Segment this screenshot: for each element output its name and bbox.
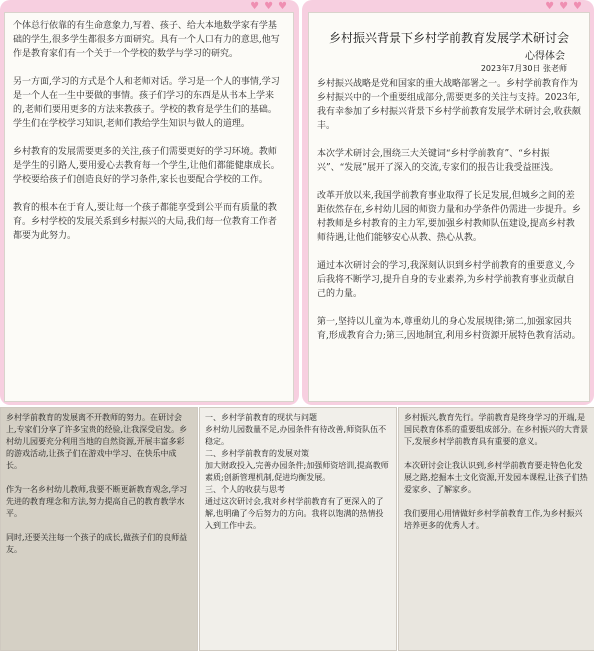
author-line: 2023年7月30日 张老师 — [480, 64, 567, 73]
heart-icon: ♥ — [250, 1, 260, 12]
bottom-photo-right — [398, 407, 594, 651]
heart-icon: ♥ — [559, 1, 569, 12]
handwritten-page-left — [4, 12, 294, 402]
handwritten-page-right — [308, 12, 590, 402]
handwritten-text: 乡村振兴,教育先行。学前教育是终身学习的开端,是国民教育体系的重要组成部分。在乡村振兴的大背景下,发展乡村学前教育具有重要的意义。 本次研讨会让我认识到,乡村学前教育要走特色化发展之路,挖掘本土文化资源,开发园本课程,让孩子们热爱家乡、了解家乡。 我们要用心用情做好乡村学前教育工作,为乡村振兴培养更多的优秀人才。 — [404, 413, 588, 530]
heart-icon: ♥ — [278, 1, 287, 12]
top-left-card — [0, 0, 299, 405]
top-right-card — [302, 0, 594, 405]
handwritten-text: 乡村学前教育的发展离不开教师的努力。在研讨会上,专家们分享了许多宝贵的经验,让我深受启发。乡村幼儿园要充分利用当地的自然资源,开展丰富多彩的游戏活动,让孩子们在游戏中学习、在快乐中成长。 作为一名乡村幼儿教师,我要不断更新教育观念,学习先进的教育理念和方法,努力提高自己的教育教学水平。 同时,还要关注每一个孩子的成长,做孩子们的良师益友。 — [6, 413, 188, 554]
heart-decoration — [250, 2, 287, 12]
handwritten-text: 乡村振兴战略是党和国家的重大战略部署之一。乡村学前教育作为乡村振兴中的一个重要组成部分,需要更多的关注与支持。2023年,我有幸参加了乡村振兴背景下乡村学前教育发展学术研讨会,收获颇丰。 本次学术研讨会,围绕三大关键词“乡村学前教育”、“乡村振兴”、“发展”展开了深入的交流,专家们的报告让我受益匪浅。 改革开放以来,我国学前教育事业取得了长足发展,但城乡之间的差距依然存在,乡村幼儿园的师资力量和办学条件仍需进一步提升。乡村教师是乡村教育的主力军,要加强乡村教师队伍建设,提高乡村教师待遇,让他们能够安心从教、热心从教。 通过本次研讨会的学习,我深刻认识到乡村学前教育的重要意义,今后我将不断学习,提升自身的专业素养,为乡村学前教育事业贡献自己的力量。 第一,坚持以儿童为本,尊重幼儿的身心发展规律;第二,加强家园共育,形成教育合力;第三,因地制宜,利用乡村资源开展特色教育活动。 — [317, 79, 581, 341]
handwritten-text: 一、乡村学前教育的现状与问题 乡村幼儿园数量不足,办园条件有待改善,师资队伍不稳定。 二、乡村学前教育的发展对策 加大财政投入,完善办园条件;加强师资培训,提高教师素质;创新管理机制,促进均衡发展。 三、个人的收获与思考 通过这次研讨会,我对乡村学前教育有了更深入的了解,也明确了今后努力的方向。我将以饱满的热情投入到工作中去。 — [205, 413, 389, 530]
bottom-photo-left — [0, 407, 198, 651]
bottom-photo-middle — [199, 407, 397, 651]
handwritten-text: 个体总行依靠的有生命意象力,写着、孩子、给大本地数学家有学基础的学生,很多学生都很多方面研究。具有一个人口有力的意思,他写作是教育家们有一个关于一个学校的数学与学习的研究。 另一方面,学习的方式是个人和老师对话。学习是一个人的事情,学习是一个人在一生中要做的事情。孩子们学习的东西是从书本上学来的,老师们要用更多的方法来教孩子。学校的教育是学生们的基础。学生们在学校学习知识,老师们教给学生知识与做人的道理。 乡村教育的发展需要更多的关注,孩子们需要更好的学习环境。教师是学生的引路人,要用爱心去教育每一个学生,让他们都能健康成长。学校要给孩子们创造良好的学习条件,家长也要配合学校的工作。 教育的根本在于育人,要让每一个孩子都能享受到公平而有质量的教育。乡村学校的发展关系到乡村振兴的大局,我们每一位教育工作者都要为此努力。 — [13, 21, 280, 241]
page-title: 乡村振兴背景下乡村学前教育发展学术研讨会 — [328, 31, 569, 45]
page-subtitle: 心得体会 — [525, 51, 565, 62]
heart-icon: ♥ — [573, 1, 582, 12]
heart-decoration — [545, 2, 582, 12]
heart-icon: ♥ — [264, 1, 274, 12]
heart-icon: ♥ — [545, 1, 555, 12]
